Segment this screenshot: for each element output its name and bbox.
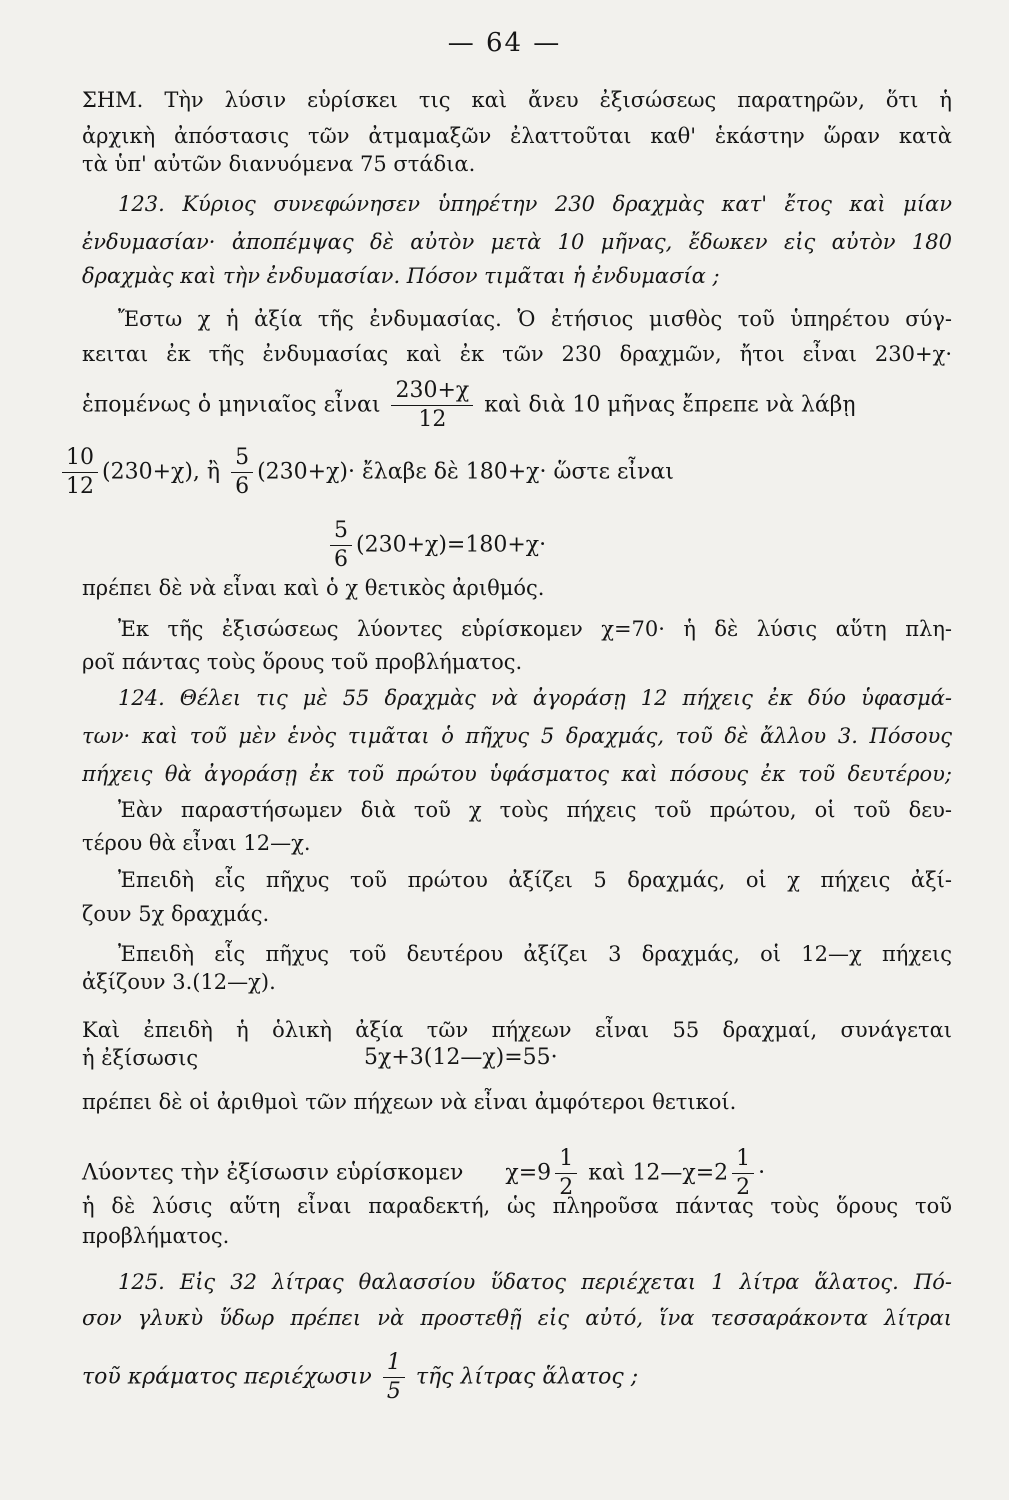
fraction-denominator: 2	[555, 1173, 577, 1199]
problem-124-line-1: 124. Θέλει τις μὲ 55 δραχμὰς νὰ ἀγοράσῃ 12 πήχεις ἐκ δύο ὑφασμά-	[118, 686, 952, 710]
fraction-denominator: 12	[391, 405, 473, 431]
solution-124-line-5: Ἐπειδὴ εἷς πῆχυς τοῦ δευτέρου ἀξίζει 3 δραχμάς, οἱ 12—χ πήχεις	[118, 942, 952, 966]
solution-124-line-3: Ἐπειδὴ εἷς πῆχυς τοῦ πρώτου ἀξίζει 5 δραχμάς, οἱ χ πήχεις ἀξί-	[118, 868, 952, 892]
solution-123-line-3	[82, 380, 856, 431]
problem-123-line-1: 123. Κύριος συνεφώνησεν ὑπηρέτην 230 δραχμὰς κατ' ἔτος καὶ μίαν	[118, 192, 952, 216]
note-line-3: τὰ ὑπ' αὐτῶν διανυόμενα 75 στάδια.	[82, 152, 476, 176]
equation-label: ἡ ἐξίσωσις	[82, 1046, 199, 1070]
solution-123-line-5: πρέπει δὲ νὰ εἶναι καὶ ὁ χ θετικὸς ἀριθμός.	[82, 576, 545, 600]
fraction-10-12	[62, 447, 98, 498]
solution-123-line-1: Ἔστω χ ἡ ἀξία τῆς ἐνδυμασίας. Ὁ ἐτήσιος μισθὸς τοῦ ὑπηρέτου σύγ-	[118, 307, 952, 331]
equation-124: 5χ+3(12—χ)=55·	[364, 1045, 558, 1070]
solution-123-line-2: κειται ἐκ τῆς ἐνδυμασίας καὶ ἐκ τῶν 230 δραχμῶν, ἤτοι εἶναι 230+χ·	[82, 342, 952, 366]
problem-123-line-3: δραχμὰς καὶ τὴν ἐνδυμασίαν. Πόσον τιμᾶται ἡ ἐνδυμασία ;	[82, 264, 720, 288]
solution-124-line-11: ἡ δὲ λύσις αὕτη εἶναι παραδεκτή, ὡς πληροῦσα πάντας τοὺς ὅρους τοῦ	[82, 1194, 952, 1218]
fraction-numerator: 5	[235, 445, 250, 470]
fraction-denominator: 2	[732, 1173, 754, 1199]
solution-124-line-9: πρέπει δὲ οἱ ἀριθμοὶ τῶν πήχεων νὰ εἶναι ἀμφότεροι θετικοί.	[82, 1090, 737, 1114]
solution-124-line-6: ἀξίζουν 3.(12—χ).	[82, 970, 276, 994]
fraction-5-6	[231, 447, 253, 498]
fraction-230x-12	[391, 380, 473, 431]
solution-124-line-2: τέρου θὰ εἶναι 12—χ.	[82, 831, 311, 855]
problem-125-line-2: σον γλυκὺ ὕδωρ πρέπει νὰ προστεθῇ εἰς αὐτό, ἵνα τεσσαράκοντα λίτραι	[82, 1306, 952, 1330]
page-number: — 64 —	[447, 28, 562, 58]
solution-124-line-7: Καὶ ἐπειδὴ ἡ ὁλικὴ ἀξία τῶν πήχεων εἶναι 55 δραχμαί, συνάγεται	[82, 1018, 952, 1042]
equation-text: (230+χ)=180+χ·	[356, 532, 547, 558]
x-value: χ=9	[505, 1160, 552, 1186]
solution-123-line-7: ροῖ πάντας τοὺς ὅρους τοῦ προβλήματος.	[82, 650, 523, 674]
note-line-2: ἀρχικὴ ἀπόστασις τῶν ἀτμαμαξῶν ἐλαττοῦται καθ' ἑκάστην ὥραν κατὰ	[82, 124, 952, 148]
monthly-text: ἑπομένως ὁ μηνιαῖος εἶναι	[82, 392, 381, 418]
fraction-denominator: 6	[231, 472, 253, 498]
problem-125-line-3	[82, 1352, 638, 1403]
salt-text: τῆς λίτρας ἅλατος ;	[415, 1364, 639, 1390]
fraction-1-5	[383, 1352, 405, 1403]
fraction-numerator: 10	[66, 445, 94, 470]
fraction-5-6	[330, 520, 352, 571]
note-line-1: ΣΗΜ. Τὴν λύσιν εὑρίσκει τις καὶ ἄνευ ἐξισώσεως παρατηρῶν, ὅτι ἡ	[82, 88, 952, 112]
fraction-denominator: 5	[383, 1377, 405, 1403]
end-dot: ·	[758, 1160, 766, 1186]
ten-months-text: καὶ διὰ 10 μῆνας ἔπρεπε νὰ λάβῃ	[484, 392, 856, 418]
solution-124-line-12: προβλήματος.	[82, 1224, 230, 1248]
solving-text: Λύοντες τὴν ἐξίσωσιν εὑρίσκομεν	[82, 1160, 464, 1186]
fraction-denominator: 6	[330, 545, 352, 571]
solution-123-line-6: Ἐκ τῆς ἐξισώσεως λύοντες εὑρίσκομεν χ=70· ἡ δὲ λύσις αὕτη πλη-	[118, 617, 952, 641]
solution-123-line-4	[58, 447, 674, 498]
fraction-numerator: 1	[736, 1146, 751, 1171]
fraction-denominator: 12	[62, 472, 98, 498]
problem-124-line-3: πήχεις θὰ ἀγοράσῃ ἐκ τοῦ πρώτου ὑφάσματος καὶ πόσους ἐκ τοῦ δευτέρου;	[82, 762, 952, 786]
solution-124-line-8	[82, 1044, 952, 1072]
expr-text-1: (230+χ), ἢ	[102, 459, 221, 485]
problem-124-line-2: των· καὶ τοῦ μὲν ἑνὸς τιμᾶται ὁ πῆχυς 5 δραχμάς, τοῦ δὲ ἄλλου 3. Πόσους	[82, 724, 952, 748]
problem-125-line-1: 125. Εἰς 32 λίτρας θαλασσίου ὕδατος περιέχεται 1 λίτρα ἅλατος. Πό-	[118, 1270, 952, 1294]
fraction-numerator: 5	[334, 518, 348, 543]
mixture-text: τοῦ κράματος περιέχωσιν	[82, 1364, 372, 1390]
expr-text-2: (230+χ)· ἔλαβε δὲ 180+χ· ὥστε εἶναι	[257, 459, 674, 485]
solution-124-line-4: ζουν 5χ δραχμάς.	[82, 902, 270, 926]
equation-123	[326, 520, 546, 571]
fraction-numerator: 230+χ	[395, 378, 470, 403]
fraction-numerator: 1	[559, 1146, 574, 1171]
second-value: καὶ 12—χ=2	[588, 1160, 729, 1186]
problem-123-line-2: ἐνδυμασίαν· ἀποπέμψας δὲ αὐτὸν μετὰ 10 μῆνας, ἔδωκεν εἰς αὐτὸν 180	[82, 230, 952, 254]
solution-124-line-1: Ἐὰν παραστήσωμεν διὰ τοῦ χ τοὺς πήχεις τοῦ πρώτου, οἱ τοῦ δευ-	[118, 798, 952, 822]
fraction-numerator: 1	[386, 1350, 401, 1375]
